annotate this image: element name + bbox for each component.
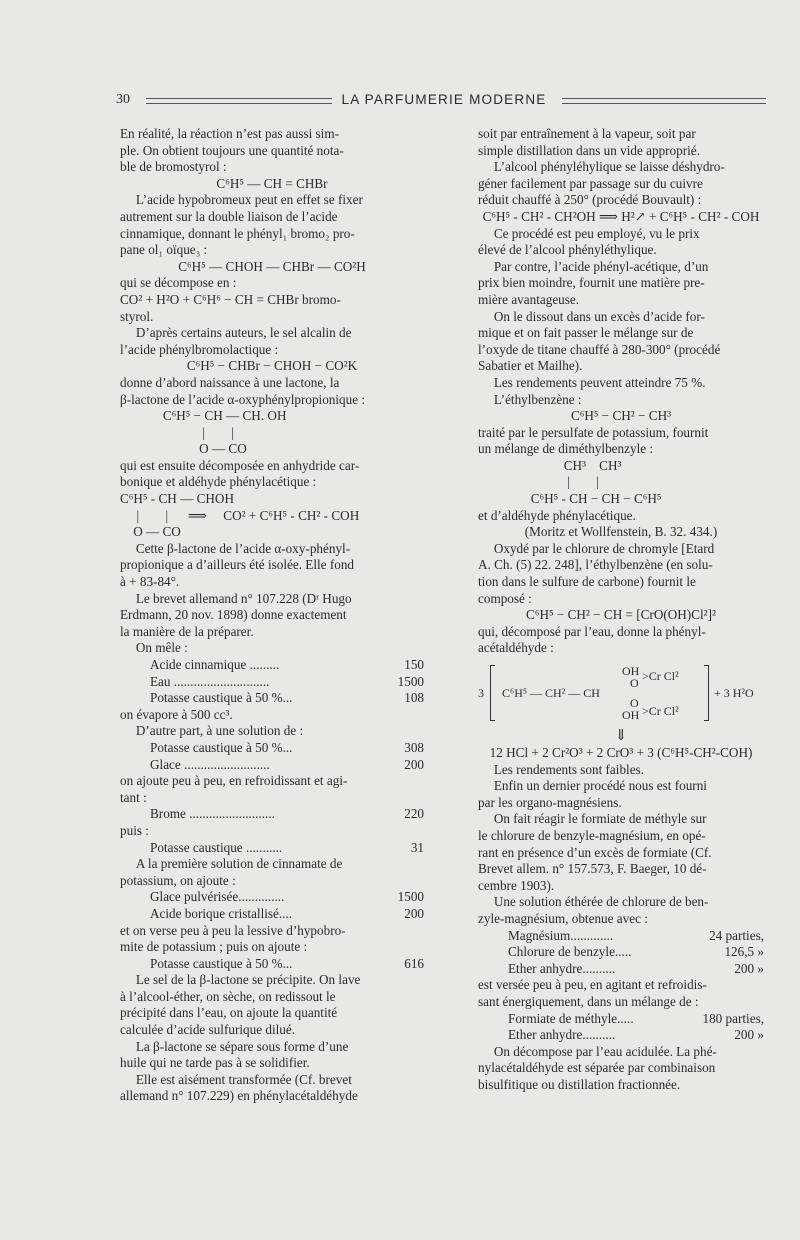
ingredient-label: Ether anhydre.......... bbox=[508, 1027, 616, 1043]
text-line: Les rendements sont faibles. bbox=[493, 761, 644, 777]
text-line: ple. On obtient toujours une quantité nota- bbox=[120, 142, 344, 158]
text-line: on évapore à 500 cc³. bbox=[120, 706, 233, 722]
ingredient-label: Chlorure de benzyle..... bbox=[508, 944, 632, 960]
text-line: composé : bbox=[478, 590, 532, 606]
text-line: tant : bbox=[120, 789, 147, 805]
ingredient-label: Magnésium............. bbox=[508, 927, 614, 943]
ingredient-label: Eau ............................. bbox=[150, 673, 270, 689]
text-line: ble de bromostyrol : bbox=[120, 159, 227, 175]
text-line: On mêle : bbox=[135, 640, 188, 656]
formula-part-oh1: OH bbox=[622, 664, 640, 678]
text-line: calculée d’acide sulfurique dilué. bbox=[120, 1022, 296, 1038]
text-line: A. Ch. (5) 22. 248], l’éthylbenzène (en solu- bbox=[478, 557, 713, 573]
text-line: précipité dans l’eau, on ajoute la quantité bbox=[120, 1005, 338, 1021]
text-line: rant en présence d’un excès de formiate (Cf. bbox=[478, 844, 712, 860]
text-line: on ajoute peu à peu, en refroidissant et agi- bbox=[120, 773, 348, 789]
text-line: Cette β-lactone de l’acide α-oxy-phényl- bbox=[135, 540, 351, 556]
text-line: CO² + H²O + C⁶H⁶ − CH = CHBr bromo- bbox=[120, 291, 341, 307]
ingredient-quantity: 200 bbox=[404, 756, 424, 772]
ingredient-quantity: 108 bbox=[404, 690, 424, 706]
ingredient-label: Formiate de méthyle..... bbox=[508, 1010, 634, 1026]
text-line: bonique et aldéhyde phénylacétique : bbox=[120, 474, 317, 490]
text-line: élevé de l’alcool phényléthylique. bbox=[478, 242, 657, 258]
text-line: à l’alcool-éther, on sèche, on redissout le bbox=[120, 988, 336, 1004]
ingredient-quantity: 1500 bbox=[397, 889, 424, 905]
text-line: Le brevet allemand n° 107.228 (Dʳ Hugo bbox=[135, 590, 352, 606]
running-header bbox=[116, 92, 766, 112]
text-line: allemand n° 107.229) en phénylacétaldéhyde bbox=[120, 1088, 358, 1104]
text-line: Enfin un dernier procédé nous est fourni bbox=[493, 778, 707, 794]
ingredient-label: Potasse caustique ........... bbox=[150, 839, 283, 855]
ingredient-label: Acide borique cristallisé.... bbox=[150, 905, 293, 921]
text-line: bisulfitique ou distillation fractionnée. bbox=[478, 1076, 681, 1092]
text-line: traité par le persulfate de potassium, fournit bbox=[478, 424, 709, 440]
text-line: à + 83-84°. bbox=[120, 574, 180, 590]
text-line: soit par entraînement à la vapeur, soit par bbox=[478, 126, 696, 141]
text-line: On fait réagir le formiate de méthyle sur bbox=[493, 811, 707, 827]
text-line: simple distillation dans un vide approprié. bbox=[478, 142, 700, 158]
formula-part-o1: O bbox=[630, 676, 639, 690]
text-line: On le dissout dans un excès d’acide for- bbox=[493, 308, 705, 324]
recipe-row bbox=[478, 1027, 764, 1044]
text-line: l’oxyde de titane chauffé à 280-300° (procédé bbox=[478, 341, 721, 357]
formula: 12 HCl + 2 Cr²O³ + 2 CrO³ + 3 (C⁶H⁵-CH²-COH) bbox=[489, 745, 753, 760]
formula: C⁶H⁵ − CH² − CH = [CrO(OH)Cl²]² bbox=[526, 607, 716, 623]
ingredient-label: Potasse caustique à 50 %... bbox=[150, 739, 293, 755]
page-number: 30 bbox=[116, 92, 130, 107]
text-line: L’acide hypobromeux peut en effet se fixer bbox=[135, 192, 363, 208]
text-line: L’alcool phényléhylique se laisse déshydro- bbox=[493, 159, 725, 175]
text-line: Le sel de la β-lactone se précipite. On lave bbox=[135, 972, 361, 988]
text-line: est versée peu à peu, en agitant et refroidis- bbox=[478, 977, 707, 993]
text-line: donne d’abord naissance à une lactone, la bbox=[120, 374, 340, 390]
text-line: potassium, on ajoute : bbox=[120, 872, 236, 888]
ingredient-label: Glace pulvérisée.............. bbox=[150, 889, 285, 905]
text-line: acétaldéhyde : bbox=[478, 640, 554, 656]
ingredient-quantity: 31 bbox=[410, 839, 424, 855]
text-line: qui, décomposé par l’eau, donne la phényl- bbox=[478, 623, 706, 639]
text-line: Brevet allem. n° 157.573, F. Baeger, 10 dé- bbox=[478, 861, 707, 877]
recipe-row bbox=[478, 1011, 764, 1028]
ingredient-label: Glace .......................... bbox=[150, 756, 270, 772]
ingredient-quantity: 220 bbox=[404, 806, 424, 822]
text-line: et d’aldéhyde phénylacétique. bbox=[478, 507, 636, 523]
text-line: puis : bbox=[120, 822, 149, 838]
structural-formula: C⁶H⁵ - CH — CHOH | | ⟹ CO² + C⁶H⁵ - CH² - COH O — CO bbox=[120, 491, 360, 540]
text-line: réduit chauffé à 250° (procédé Bouvault) : bbox=[478, 192, 702, 208]
recipe-row bbox=[120, 757, 424, 774]
recipe-row bbox=[478, 961, 764, 978]
structural-formula: C⁶H⁵ − CH — CH. OH | | O — CO bbox=[162, 408, 287, 457]
text-line: le chlorure de benzyle-magnésium, en opé- bbox=[478, 827, 706, 843]
text-line: huile qui ne tarde pas à se solidifier. bbox=[120, 1055, 310, 1071]
ingredient-quantity: 200 » bbox=[734, 1027, 764, 1043]
text-line: géner facilement par passage sur du cuivre bbox=[478, 175, 703, 191]
ingredient-label: Ether anhydre.......... bbox=[508, 960, 616, 976]
formula: C⁶H⁵ — CH = CHBr bbox=[216, 175, 328, 191]
text-line: Oxydé par le chlorure de chromyle [Etard bbox=[493, 540, 715, 556]
text-line: autrement sur la double liaison de l’acide bbox=[120, 208, 338, 224]
text-line: la manière de la préparer. bbox=[120, 623, 254, 639]
formula-part-coef: 3 bbox=[478, 686, 484, 700]
text-line: cinnamique, donnant le phényl₁ bromo₂ pro- bbox=[120, 225, 355, 241]
text-line: sant énergiquement, dans un mélange de : bbox=[478, 993, 699, 1009]
text-line: pane ol₁ oïque₃ : bbox=[120, 242, 208, 258]
recipe-row bbox=[478, 928, 764, 945]
ingredient-quantity: 616 bbox=[404, 955, 424, 971]
text-line: En réalité, la réaction n’est pas aussi sim- bbox=[120, 126, 339, 141]
text-line: Elle est aisément transformée (Cf. brevet bbox=[135, 1071, 352, 1087]
text-line: styrol. bbox=[120, 308, 154, 324]
bracket-right bbox=[704, 665, 709, 721]
recipe-row bbox=[120, 906, 424, 923]
recipe-row bbox=[120, 956, 424, 973]
text-line: L’éthylbenzène : bbox=[493, 391, 582, 407]
formula-part-o2: O bbox=[630, 696, 639, 710]
text-line: On décompose par l’eau acidulée. La phé- bbox=[493, 1043, 717, 1059]
formula: C⁶H⁵ − CH² − CH³ bbox=[570, 408, 672, 424]
ingredient-quantity: 180 parties, bbox=[702, 1010, 764, 1026]
formula: (Moritz et Wollfenstein, B. 32. 434.) bbox=[524, 524, 718, 540]
recipe-row bbox=[120, 740, 424, 757]
text-line: β-lactone de l’acide α-oxyphénylpropionique : bbox=[120, 391, 366, 407]
formula-part-cr1: >Cr Cl² bbox=[642, 669, 679, 683]
text-line: Les rendements peuvent atteindre 75 %. bbox=[493, 374, 706, 390]
ingredient-quantity: 126,5 » bbox=[724, 944, 764, 960]
recipe-row bbox=[120, 674, 424, 691]
text-line: l’acide phénylbromolactique : bbox=[120, 341, 279, 357]
text-line: un mélange de diméthylbenzyle : bbox=[478, 441, 654, 457]
text-line: et on verse peu à peu la lessive d’hypobro- bbox=[120, 922, 346, 938]
ingredient-label: Potasse caustique à 50 %... bbox=[150, 955, 293, 971]
formula-part-water: + 3 H²O bbox=[714, 686, 754, 700]
structural-formula: CH³ CH³ | | C⁶H⁵ - CH − CH − C⁶H⁵ bbox=[530, 457, 662, 507]
bracket-left bbox=[490, 665, 495, 721]
text-line: par les organo-magnésiens. bbox=[478, 794, 622, 810]
ingredient-label: Potasse caustique à 50 %... bbox=[150, 690, 293, 706]
text-line: propionique a d’ailleurs été isolée. Elle fond bbox=[120, 557, 355, 573]
text-line: Sabatier et Mailhe). bbox=[478, 358, 583, 374]
text-line: Une solution éthérée de chlorure de ben- bbox=[493, 894, 709, 910]
recipe-row bbox=[478, 944, 764, 961]
ingredient-quantity: 150 bbox=[404, 657, 424, 672]
ingredient-quantity: 24 parties, bbox=[709, 927, 764, 943]
text-line: tion dans le sulfure de carbone) fournit le bbox=[478, 574, 696, 590]
recipe-row bbox=[120, 657, 424, 674]
text-line: prix bien moindre, fournit une matière pre- bbox=[478, 275, 705, 291]
recipe-row bbox=[120, 690, 424, 707]
running-title: LA PARFUMERIE MODERNE bbox=[341, 92, 547, 107]
header-rule-left bbox=[146, 98, 332, 104]
text-line: Erdmann, 20 nov. 1898) donne exactement bbox=[120, 607, 347, 623]
formula-part-cr2: >Cr Cl² bbox=[642, 704, 679, 718]
text-line: nylacétaldéhyde est séparée par combinaison bbox=[478, 1060, 716, 1076]
formula: C⁶H⁵ — CHOH — CHBr — CO²H bbox=[178, 258, 366, 274]
ingredient-quantity: 1500 bbox=[397, 673, 424, 689]
ingredient-quantity: 200 » bbox=[734, 960, 764, 976]
text-line: mite de potassium ; puis on ajoute : bbox=[120, 939, 308, 955]
formula: C⁶H⁵ - CH² - CH²OH ⟹ H²↗ + C⁶H⁵ - CH² - COH bbox=[482, 208, 760, 224]
ingredient-label: Brome .......................... bbox=[150, 806, 275, 822]
ingredient-quantity: 308 bbox=[404, 739, 424, 755]
text-line: La β-lactone se sépare sous forme d’une bbox=[135, 1038, 349, 1054]
formula-part-ph: C⁶H⁵ — CH² — CH bbox=[502, 686, 600, 700]
text-line: A la première solution de cinnamate de bbox=[135, 856, 343, 872]
formula: C⁶H⁵ − CHBr − CHOH − CO²K bbox=[186, 358, 358, 374]
text-line: qui se décompose en : bbox=[120, 275, 237, 291]
chromyl-complex-formula bbox=[478, 661, 764, 725]
header-rule-right bbox=[562, 98, 766, 104]
recipe-row bbox=[120, 840, 424, 857]
text-line: zyle-magnésium, obtenue avec : bbox=[478, 910, 648, 926]
text-line: Par contre, l’acide phényl-acétique, d’un bbox=[493, 258, 709, 274]
left-column bbox=[120, 126, 424, 1105]
text-line: mique et on fait passer le mélange sur de bbox=[478, 325, 694, 341]
ingredient-quantity: 200 bbox=[404, 905, 424, 921]
right-column bbox=[478, 126, 764, 1093]
recipe-row bbox=[120, 889, 424, 906]
text-line: Ce procédé est peu employé, vu le prix bbox=[493, 225, 700, 241]
text-line: mière avantageuse. bbox=[478, 291, 580, 307]
text-line: cembre 1903). bbox=[478, 877, 555, 893]
recipe-row bbox=[120, 806, 424, 823]
down-arrow-icon: ⇓ bbox=[614, 728, 628, 744]
ingredient-label: Acide cinnamique ......... bbox=[150, 657, 280, 672]
text-line: D’après certains auteurs, le sel alcalin de bbox=[135, 325, 352, 341]
text-line: D’autre part, à une solution de : bbox=[135, 723, 304, 739]
text-line: qui est ensuite décomposée en anhydride car- bbox=[120, 457, 360, 473]
formula-part-oh2: OH bbox=[622, 708, 640, 722]
